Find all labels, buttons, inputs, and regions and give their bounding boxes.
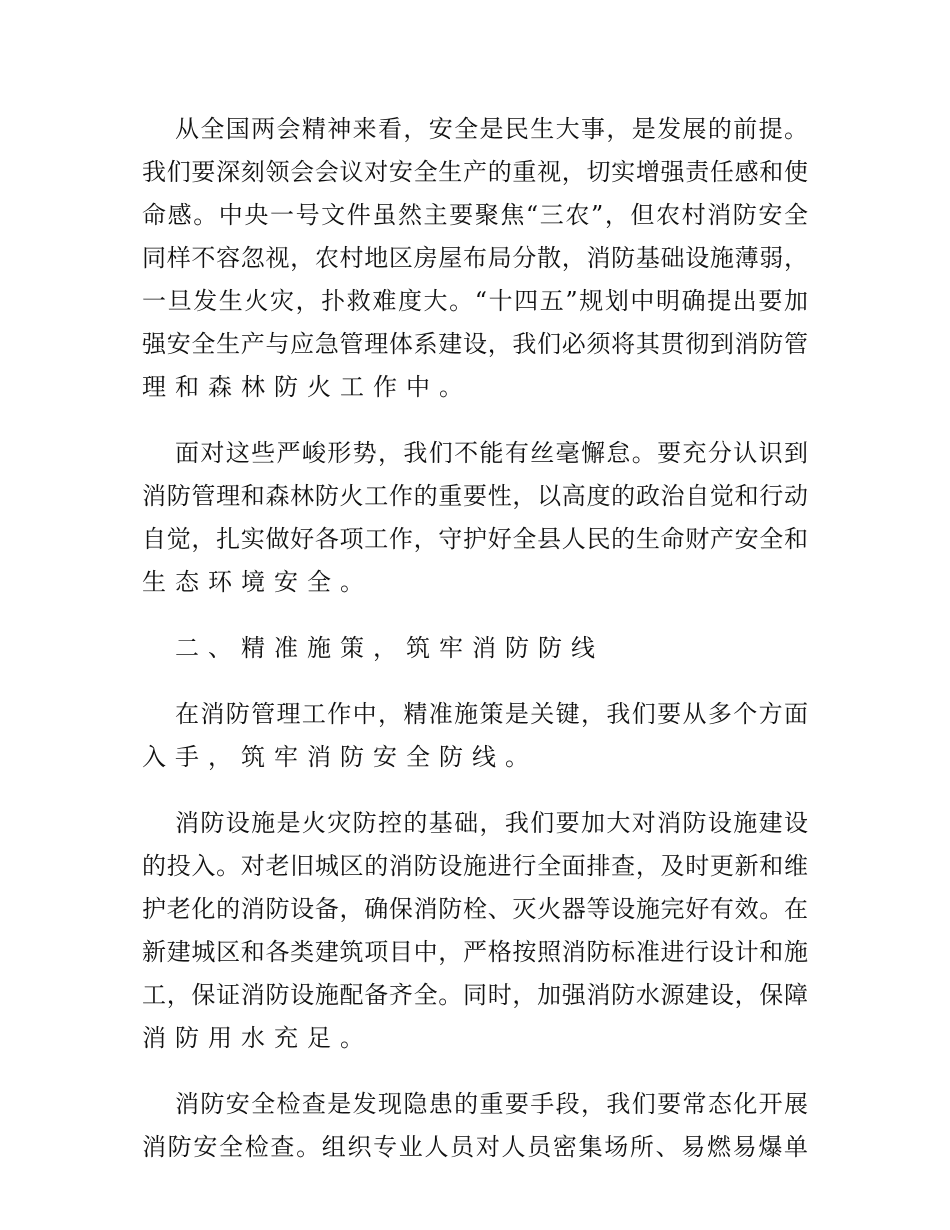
- text-line: 新建城区和各类建筑项目中，严格按照消防标准进行设计和施: [142, 938, 808, 966]
- text-line: 消防用水充足。: [142, 1024, 373, 1052]
- section-heading: [142, 627, 808, 670]
- text-line: 强安全生产与应急管理体系建设，我们必须将其贯彻到消防管: [142, 330, 808, 358]
- text-line: 自觉，扎实做好各项工作，守护好全县人民的生命财产安全和: [142, 525, 808, 553]
- paragraph: [142, 432, 808, 604]
- text-line: 同样不容忽视，农村地区房屋布局分散，消防基础设施薄弱，: [142, 244, 808, 272]
- text-line: 消防安全检查是发现隐患的重要手段，我们要常态化开展: [175, 1090, 808, 1118]
- text-line: 从全国两会精神来看，安全是民生大事，是发展的前提。: [175, 115, 808, 143]
- text-line: 消防设施是火灾防控的基础，我们要加大对消防设施建设: [175, 809, 808, 837]
- paragraph: [142, 802, 808, 1060]
- text-line: 的投入。对老旧城区的消防设施进行全面排查，及时更新和维: [142, 852, 808, 880]
- text-line: 在消防管理工作中，精准施策是关键，我们要从多个方面: [175, 700, 808, 728]
- text-line: 工，保证消防设施配备齐全。同时，加强消防水源建设，保障: [142, 981, 808, 1009]
- paragraph: [142, 108, 808, 409]
- text-line: 我们要深刻领会会议对安全生产的重视，切实增强责任感和使: [142, 158, 808, 186]
- paragraph: [142, 693, 808, 779]
- text-line: 入手，筑牢消防安全防线。: [142, 743, 538, 771]
- text-line: 一旦发生火灾，扑救难度大。“十四五”规划中明确提出要加: [142, 287, 808, 315]
- text-line: 二、精准施策，筑牢消防防线: [175, 634, 604, 662]
- paragraph: [142, 1083, 808, 1169]
- text-line: 面对这些严峻形势，我们不能有丝毫懈怠。要充分认识到: [175, 439, 808, 467]
- document-page: [142, 108, 808, 1192]
- text-line: 消防安全检查。组织专业人员对人员密集场所、易燃易爆单: [142, 1133, 808, 1161]
- text-line: 生态环境安全。: [142, 568, 373, 596]
- text-line: 命感。中央一号文件虽然主要聚焦“三农”，但农村消防安全: [142, 201, 808, 229]
- text-line: 理和森林防火工作中。: [142, 373, 472, 401]
- text-line: 护老化的消防设备，确保消防栓、灭火器等设施完好有效。在: [142, 895, 808, 923]
- text-line: 消防管理和森林防火工作的重要性，以高度的政治自觉和行动: [142, 482, 808, 510]
